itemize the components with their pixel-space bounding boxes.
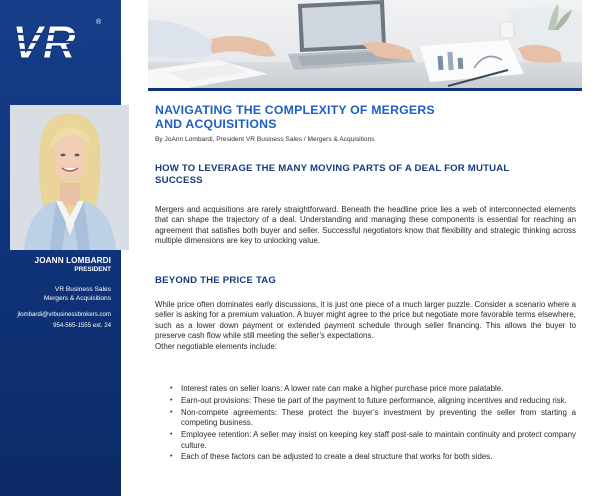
section-2-content [155, 300, 576, 352]
sidebar [0, 0, 121, 496]
company-line-2: Mergers & Acquisitions [43, 295, 111, 302]
phone-number[interactable]: 954-565-1555 ext. 24 [53, 322, 111, 329]
person-title: PRESIDENT [74, 266, 111, 273]
section-1-paragraph: Mergers and acquisitions are rarely straightforward. Beneath the headline price lies a web of interconnected elements that can shape the trajectory of a deal. Understanding and managing these components is essential for reaching an agreement that satisfies both buyer and seller. Successful negotiators know that flexibility and strategic thinking across multiple dimensions are key to unlocking value. [155, 205, 576, 246]
list-item [170, 384, 576, 394]
list-item-text: Each of these factors can be adjusted to create a deal structure that works for both sides. [181, 452, 493, 462]
list-item [170, 408, 576, 429]
list-item-text: Earn-out provisions: These tie part of the payment to future performance, aligning incentives and reducing risk. [181, 395, 567, 405]
section-heading-2: BEYOND THE PRICE TAG [155, 275, 277, 286]
section-heading-1-line-2: SUCCESS [155, 175, 203, 186]
negotiable-elements-list [170, 384, 576, 464]
profile-photo [10, 105, 129, 250]
person-name: JOANN LOMBARDI [34, 256, 111, 265]
article-title-line-2: AND ACQUISITIONS [155, 117, 277, 131]
list-intro: Other negotiable elements include: [155, 341, 277, 351]
section-heading-1 [155, 163, 576, 187]
bullet-icon: • [170, 385, 173, 392]
list-item [170, 430, 576, 451]
profile-block [3, 256, 111, 303]
company-line-1: VR Business Sales [54, 286, 111, 293]
bullet-icon: • [170, 431, 173, 439]
email-link[interactable]: jlombardi@vrbusinessbrokers.com [17, 311, 111, 318]
logo-text: VR [12, 16, 76, 68]
list-item-text: Non-compete agreements: These protect the buyer’s investment by preventing the seller from starting a competing business. [181, 407, 576, 428]
list-item-text: Employee retention: A seller may insist on keeping key staff post-sale to maintain continuity and protect company culture. [181, 430, 576, 450]
section-heading-1-line-1: HOW TO LEVERAGE THE MANY MOVING PARTS OF A DEAL FOR MUTUAL [155, 163, 510, 174]
bullet-icon: • [170, 453, 173, 461]
article-header [155, 103, 576, 143]
list-item-text: Interest rates on seller loans: A lower rate can make a higher purchase price more palatable. [181, 384, 504, 393]
header-divider [148, 88, 582, 91]
vr-logo [10, 12, 110, 74]
article-byline: By JoAnn Lombardi, President VR Business Sales / Mergers & Acquisitions [155, 136, 375, 143]
list-item [170, 396, 576, 406]
header-image [148, 0, 582, 88]
bullet-icon: • [170, 408, 173, 416]
section-2-paragraph: While price often dominates early discussions, it is just one piece of a much larger puzzle. Consider a scenario where a seller is asking for a premium valuation. A buyer might agree to the price but negotiate more favorable terms elsewhere, such as a lower down payment or extended payment schedule through seller financing. This allows the buyer to preserve cash flow while still meeting the seller’s expectations. [155, 300, 576, 341]
registered-mark: ® [96, 19, 102, 26]
list-item [170, 452, 576, 462]
bullet-icon: • [170, 396, 173, 404]
company-name [3, 285, 111, 303]
article-title [155, 103, 576, 131]
article-title-line-1: NAVIGATING THE COMPLEXITY OF MERGERS [155, 103, 435, 117]
